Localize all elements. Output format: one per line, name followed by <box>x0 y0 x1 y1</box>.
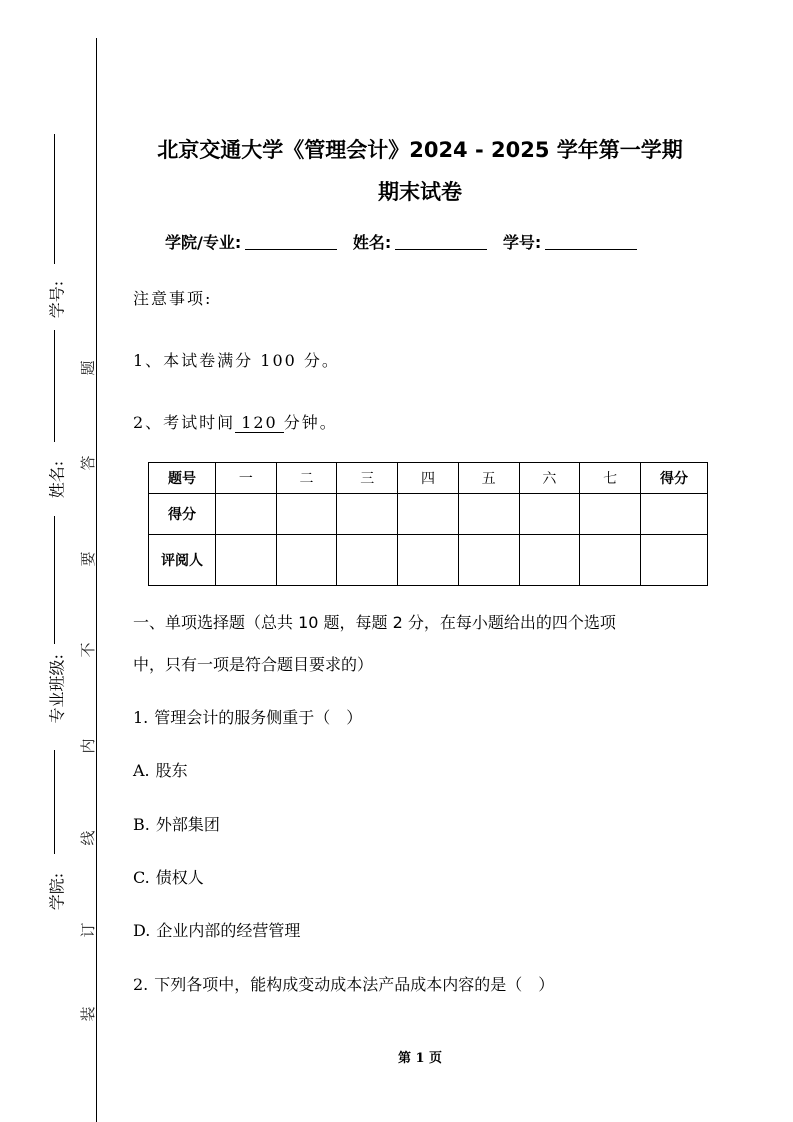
header-cell: 得分 <box>641 463 708 494</box>
reviewer-cell[interactable] <box>337 535 398 586</box>
seal-char: 题 <box>79 360 97 376</box>
question-1 <box>133 705 362 728</box>
seal-char: 订 <box>79 922 97 938</box>
option-c[interactable] <box>133 865 204 888</box>
college-line <box>54 750 55 854</box>
header-cell: 六 <box>519 463 580 494</box>
reviewer-cell[interactable] <box>641 535 708 586</box>
option-key: A. <box>133 761 150 780</box>
question-2 <box>133 972 554 995</box>
seal-char: 线 <box>79 830 97 846</box>
college-label: 学院: <box>47 872 67 911</box>
student-id-label: 学号: <box>47 280 67 319</box>
name-field-label: 姓名: <box>352 233 392 252</box>
option-text: 外部集团 <box>155 815 220 834</box>
table-row <box>149 535 708 586</box>
option-key: D. <box>133 921 151 940</box>
student-info-row <box>165 230 647 253</box>
score-cell[interactable] <box>398 494 459 535</box>
student-id-field-label: 学号: <box>502 233 542 252</box>
score-cell[interactable] <box>337 494 398 535</box>
score-table <box>148 462 708 586</box>
binding-line <box>96 38 97 1122</box>
reviewer-cell[interactable] <box>580 535 641 586</box>
reviewer-cell[interactable] <box>398 535 459 586</box>
exam-duration-value: 120 <box>235 413 284 433</box>
option-b[interactable] <box>133 812 220 835</box>
score-cell[interactable] <box>580 494 641 535</box>
option-key: C. <box>133 868 150 887</box>
table-row <box>149 494 708 535</box>
name-label: 姓名: <box>47 460 67 499</box>
note-item-2-prefix: 2、考试时间 <box>133 413 236 432</box>
header-cell: 一 <box>216 463 277 494</box>
name-line <box>54 330 55 442</box>
score-cell[interactable] <box>519 494 580 535</box>
note-item-2 <box>133 410 338 433</box>
exam-title: 北京交通大学《管理会计》2024 - 2025 学年第一学期 <box>157 138 683 162</box>
seal-char: 要 <box>79 551 97 567</box>
page-number: 第 1 页 <box>397 1051 443 1066</box>
class-line <box>54 516 55 644</box>
section-heading-line2: 中，只有一项是符合题目要求的） <box>133 655 374 674</box>
student-id-field[interactable] <box>545 249 637 250</box>
note-item-2-suffix: 分钟。 <box>283 413 338 432</box>
option-text: 债权人 <box>155 868 204 887</box>
option-a[interactable] <box>133 758 188 781</box>
question-number: 2. <box>133 975 149 994</box>
exam-subtitle: 期末试卷 <box>378 180 462 204</box>
section-heading-line1: 一、单项选择题（总共 10 题，每题 2 分，在每小题给出的四个选项 <box>133 613 616 632</box>
college-major-field[interactable] <box>245 249 337 250</box>
header-cell: 七 <box>580 463 641 494</box>
question-text: 下列各项中，能构成变动成本法产品成本内容的是（ ） <box>154 975 555 994</box>
seal-char: 答 <box>79 455 97 471</box>
score-cell[interactable] <box>641 494 708 535</box>
header-cell: 五 <box>458 463 519 494</box>
option-key: B. <box>133 815 150 834</box>
name-field[interactable] <box>395 249 487 250</box>
option-text: 股东 <box>155 761 188 780</box>
reviewer-cell[interactable] <box>276 535 337 586</box>
score-cell[interactable] <box>276 494 337 535</box>
header-cell: 三 <box>337 463 398 494</box>
student-id-line <box>54 134 55 264</box>
row-label: 评阅人 <box>149 535 216 586</box>
note-item-1: 1、本试卷满分 100 分。 <box>133 351 340 370</box>
reviewer-cell[interactable] <box>458 535 519 586</box>
reviewer-cell[interactable] <box>519 535 580 586</box>
seal-char: 装 <box>79 1006 97 1022</box>
question-text: 管理会计的服务侧重于（ ） <box>154 708 363 727</box>
seal-char: 内 <box>79 738 97 754</box>
question-number: 1. <box>133 708 149 727</box>
option-d[interactable] <box>133 918 300 941</box>
option-text: 企业内部的经营管理 <box>156 921 301 940</box>
class-label: 专业班级: <box>47 654 67 724</box>
header-cell: 题号 <box>149 463 216 494</box>
score-cell[interactable] <box>458 494 519 535</box>
header-cell: 二 <box>276 463 337 494</box>
notes-heading: 注意事项: <box>133 289 213 308</box>
row-label: 得分 <box>149 494 216 535</box>
reviewer-cell[interactable] <box>216 535 277 586</box>
header-cell: 四 <box>398 463 459 494</box>
score-table-header <box>149 463 708 494</box>
college-major-label: 学院/专业: <box>165 233 242 252</box>
score-cell[interactable] <box>216 494 277 535</box>
seal-char: 不 <box>79 642 97 658</box>
